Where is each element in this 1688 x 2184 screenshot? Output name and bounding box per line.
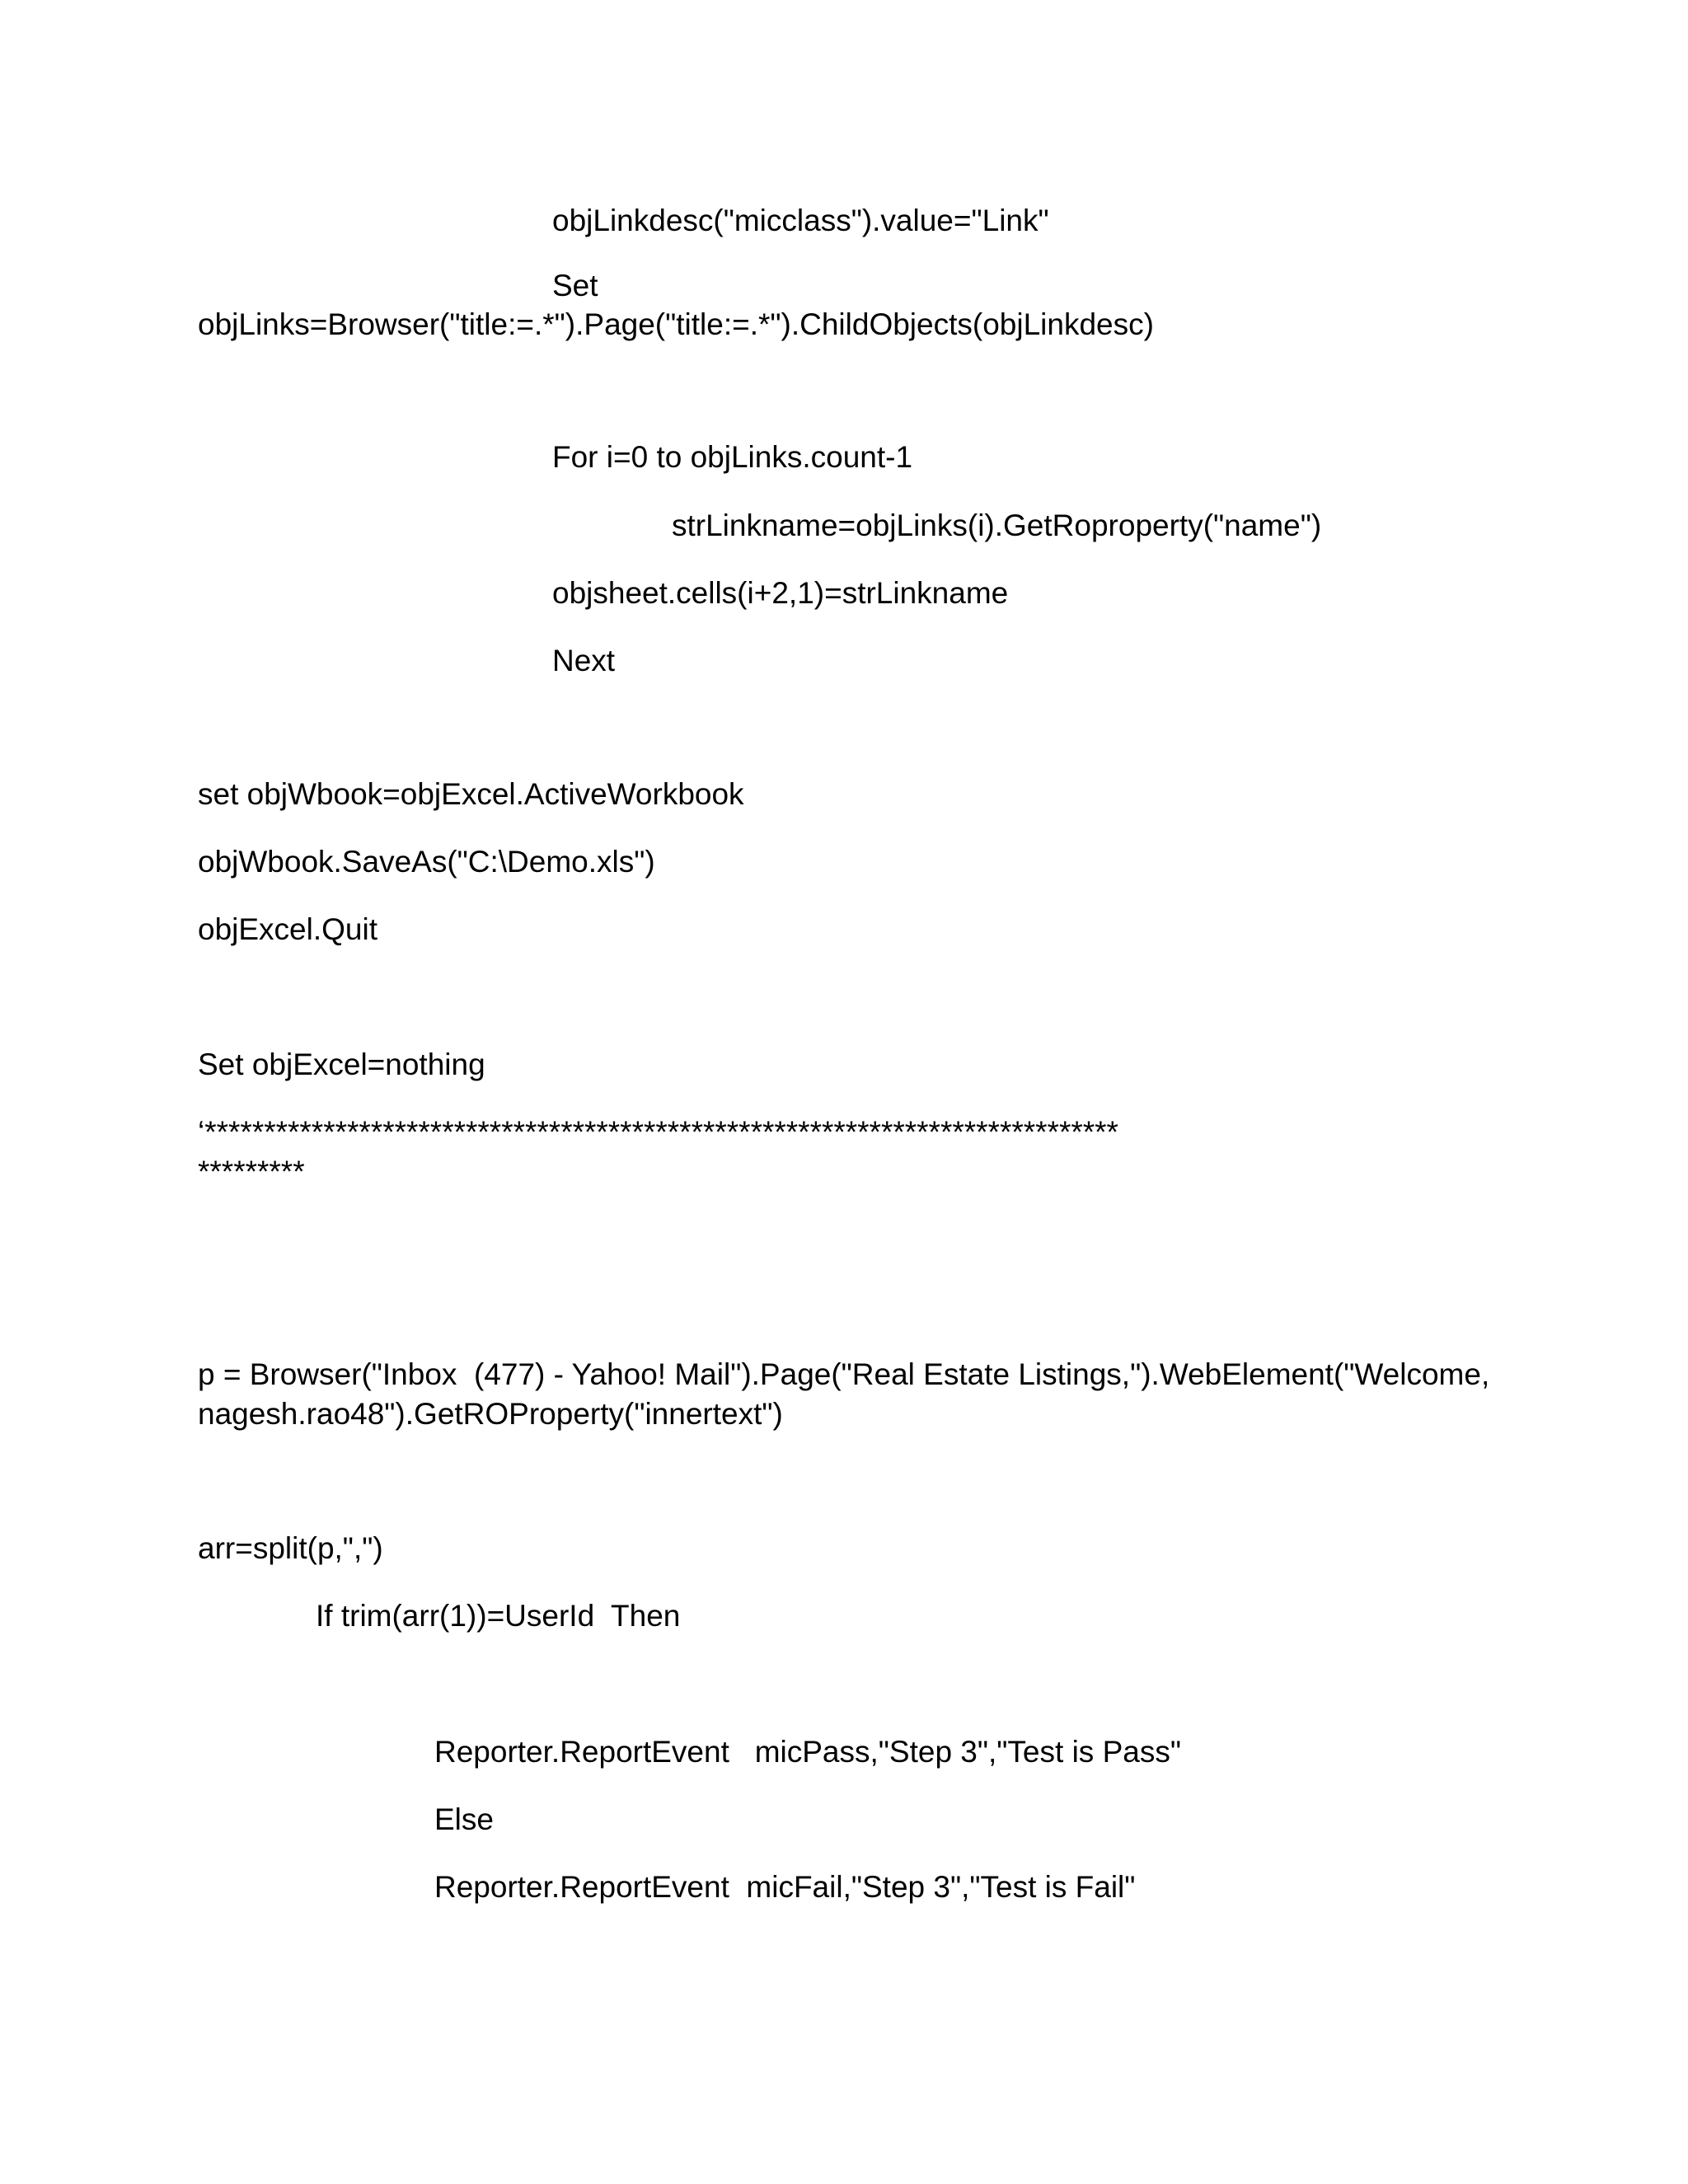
comment-separator: ********* [198,1155,305,1188]
code-line: objWbook.SaveAs("C:\Demo.xls") [198,845,655,879]
code-line: objsheet.cells(i+2,1)=strLinkname [552,576,1009,610]
code-line: For i=0 to objLinks.count-1 [552,440,913,474]
code-line: objLinkdesc("micclass").value="Link" [552,204,1049,237]
comment-separator: ‘***************************************************************************** [198,1115,1118,1149]
code-line: If trim(arr(1))=UserId Then [316,1599,681,1633]
code-line: Else [434,1802,494,1836]
code-line: objExcel.Quit [198,912,377,946]
code-line: Reporter.ReportEvent micPass,"Step 3","Test is Pass" [434,1735,1181,1769]
code-line: p = Browser("Inbox (477) - Yahoo! Mail").Page("Real Estate Listings,").WebElement("Welcome, [198,1357,1490,1391]
code-line: Next [552,644,616,677]
code-line: objLinks=Browser("title:=.*").Page("title:=.*").ChildObjects(objLinkdesc) [198,307,1154,341]
code-line: nagesh.rao48").GetROProperty("innertext") [198,1397,783,1431]
code-line: Reporter.ReportEvent micFail,"Step 3","Test is Fail" [434,1870,1136,1904]
code-line: Set [552,269,598,302]
code-line: set objWbook=objExcel.ActiveWorkbook [198,777,744,811]
code-line: Set objExcel=nothing [198,1047,485,1081]
code-line: strLinkname=objLinks(i).GetRoproperty("name") [672,509,1322,542]
code-line: arr=split(p,",") [198,1531,383,1565]
